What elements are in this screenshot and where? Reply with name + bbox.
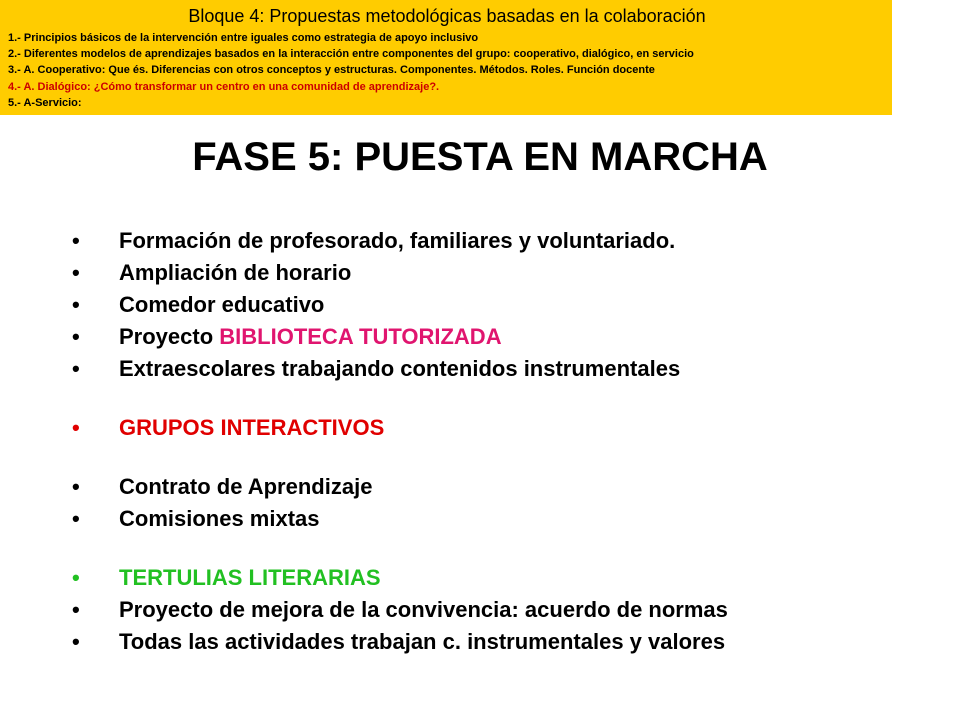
bullet-dot-icon: • bbox=[72, 565, 80, 590]
banner-topic-item: 3.- A. Cooperativo: Que és. Diferencias con otros conceptos y estructuras. Componentes. Métodos. Roles. Función docente bbox=[8, 64, 655, 77]
bullet-text-prefix: Proyecto bbox=[119, 324, 220, 349]
bullet-text: Extraescolares trabajando contenidos instrumentales bbox=[119, 356, 681, 381]
banner-title: Bloque 4: Propuestas metodológicas basadas en la colaboración bbox=[188, 6, 706, 26]
bullet-text: Ampliación de horario bbox=[119, 260, 352, 285]
bullet-item bbox=[0, 594, 960, 626]
slide-title: FASE 5: PUESTA EN MARCHA bbox=[192, 135, 768, 179]
banner-topic-item-current: 4.- A. Dialógico: ¿Cómo transformar un centro en una comunidad de aprendizaje?. bbox=[8, 80, 440, 93]
bullet-item bbox=[0, 626, 960, 658]
bullet-dot-icon: • bbox=[72, 629, 80, 654]
bullet-item bbox=[0, 225, 960, 257]
bullet-item bbox=[0, 471, 960, 503]
bullet-item bbox=[0, 321, 960, 353]
bullet-text: Comisiones mixtas bbox=[119, 506, 320, 531]
bullet-dot-icon: • bbox=[72, 260, 80, 285]
bullet-text: GRUPOS INTERACTIVOS bbox=[119, 415, 385, 440]
bullet-text bbox=[119, 321, 502, 353]
banner-topic-item: 1.- Principios básicos de la intervención entre iguales como estrategia de apoyo inclusivo bbox=[8, 32, 479, 44]
banner-topic-list bbox=[8, 30, 892, 111]
bullet-text: Comedor educativo bbox=[119, 292, 325, 317]
banner-topic-item: 5.- A-Servicio: bbox=[8, 96, 82, 109]
bullet-text: Todas las actividades trabajan c. instrumentales y valores bbox=[119, 629, 726, 654]
bullet-item bbox=[0, 503, 960, 535]
bullet-dot-icon: • bbox=[72, 356, 80, 381]
bullet-dot-icon: • bbox=[72, 292, 80, 317]
bullet-item bbox=[0, 353, 960, 385]
bullet-dot-icon: • bbox=[72, 324, 80, 349]
course-header-banner bbox=[0, 0, 892, 115]
bullet-text: Proyecto de mejora de la convivencia: acuerdo de normas bbox=[119, 597, 728, 622]
bullet-text: Contrato de Aprendizaje bbox=[119, 474, 373, 499]
banner-topic-item: 2.- Diferentes modelos de aprendizajes basados en la interacción entre componentes del grupo: cooperativo, dialógico, en servicio bbox=[8, 48, 694, 61]
bullet-dot-icon: • bbox=[72, 597, 80, 622]
bullet-list bbox=[0, 225, 960, 658]
bullet-item-tertulias-literarias bbox=[0, 562, 960, 594]
bullet-item bbox=[0, 257, 960, 289]
bullet-dot-icon: • bbox=[72, 228, 80, 253]
bullet-dot-icon: • bbox=[72, 506, 80, 531]
bullet-item-grupos-interactivos bbox=[0, 412, 960, 444]
bullet-dot-icon: • bbox=[72, 415, 80, 440]
bullet-text: Formación de profesorado, familiares y voluntariado. bbox=[119, 228, 676, 253]
bullet-text-highlight: BIBLIOTECA TUTORIZADA bbox=[219, 324, 502, 349]
bullet-item bbox=[0, 289, 960, 321]
bullet-text: TERTULIAS LITERARIAS bbox=[119, 565, 381, 590]
bullet-dot-icon: • bbox=[72, 474, 80, 499]
